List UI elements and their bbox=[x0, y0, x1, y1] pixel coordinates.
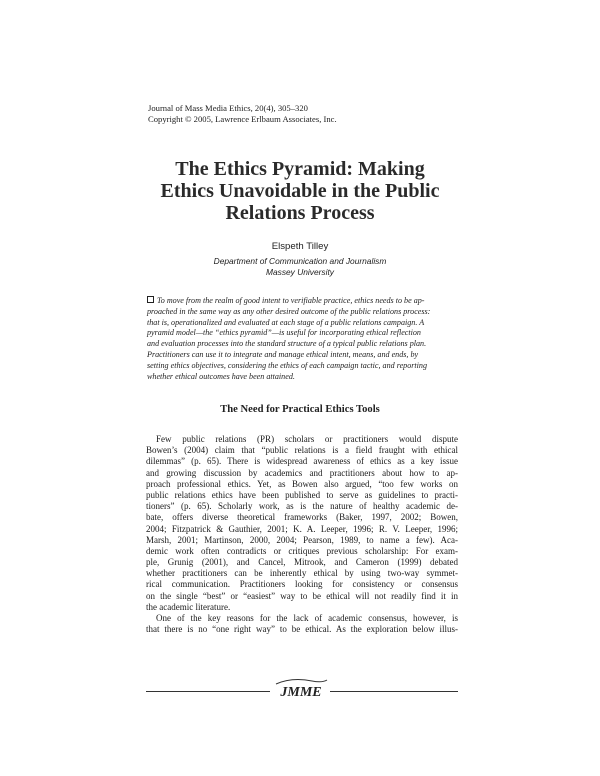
university: Massey University bbox=[266, 266, 334, 277]
author-affiliation bbox=[150, 256, 450, 277]
journal-citation: Journal of Mass Media Ethics, 20(4), 305–320 bbox=[148, 103, 308, 113]
body-line: Marsh, 2001; Martinson, 2000, 2004; Pearson, 1989, to name a few). Aca- bbox=[146, 534, 458, 545]
abstract-line: To move from the realm of good intent to verifiable practice, ethics needs to be ap- bbox=[147, 296, 457, 307]
footer-rule bbox=[330, 691, 458, 692]
footer-rule bbox=[146, 691, 270, 692]
article-title-line: The Ethics Pyramid: Making bbox=[175, 158, 425, 180]
body-line: whether practitioners can be inherently ethical by using two-way symmet- bbox=[146, 568, 458, 579]
abstract-line: Practitioners can use it to integrate and manage ethical intent, means, and ends, by bbox=[147, 349, 419, 359]
article-title-line: Ethics Unavoidable in the Public bbox=[160, 180, 440, 202]
body-line: that there is no “one right way” to be ethical. As the exploration below illus- bbox=[146, 624, 458, 635]
abstract-line: proached in the same way as any other desired outcome of the public relations process: bbox=[147, 306, 431, 316]
abstract-line: setting ethics objectives, considering the ethics of each campaign tactic, and reporting bbox=[147, 360, 427, 370]
body-line: and growing discussion by academics and practitioners about how to ap- bbox=[146, 467, 458, 478]
body-line: proach professional ethics. Yet, as Bowen also argued, “too few works on bbox=[146, 478, 458, 489]
section-heading: The Need for Practical Ethics Tools bbox=[220, 404, 380, 415]
checkbox-square-icon bbox=[147, 296, 154, 303]
copyright-notice: Copyright © 2005, Lawrence Erlbaum Associates, Inc. bbox=[148, 113, 337, 124]
logo-text: JMME bbox=[280, 685, 322, 700]
journal-citation-block bbox=[148, 103, 448, 124]
body-line: rical communication. Practitioners looking for consistency or consensus bbox=[146, 579, 458, 590]
abstract-line: whether ethical outcomes have been attained. bbox=[147, 371, 295, 381]
body-line: bate, offers diverse theoretical frameworks (Baker, 1997, 2002; Bowen, bbox=[146, 512, 458, 523]
department: Department of Communication and Journalism bbox=[213, 256, 387, 266]
abstract-line: pyramid model—the “ethics pyramid”—is useful for incorporating ethical reflection bbox=[147, 328, 421, 338]
body-line: Bowen’s (2004) claim that “public relations is a field fraught with ethical bbox=[146, 445, 458, 456]
body-line: 2004; Fitzpatrick & Gauthier, 2001; K. A. Leeper, 1996; R. V. Leeper, 1996; bbox=[146, 523, 458, 534]
jmme-logo bbox=[272, 676, 330, 700]
article-title bbox=[120, 158, 480, 224]
article-title-line: Relations Process bbox=[225, 202, 375, 224]
body-line: ple, Grunig (2001), and Cancel, Mitrook, and Cameron (1999) debated bbox=[146, 557, 458, 568]
body-line: dilemmas” (p. 65). There is widespread awareness of ethics as a key issue bbox=[146, 456, 458, 467]
body-line: demic work often contradicts or critiques previous scholarship: For exam- bbox=[146, 545, 458, 556]
abstract bbox=[147, 296, 457, 382]
abstract-line: that is, operationalized and evaluated at each stage of a public relations campaign. A bbox=[147, 317, 425, 327]
body-line: the academic literature. bbox=[146, 601, 231, 612]
body-line: on the single “best” or “easiest” way to be ethical will not readily find it in bbox=[146, 590, 458, 601]
author-name: Elspeth Tilley bbox=[271, 241, 329, 252]
body-line: public relations ethics have been published to serve as guidelines to practi- bbox=[146, 489, 458, 500]
logo-swoosh-icon bbox=[276, 680, 327, 684]
body-line: tioners” (p. 65). Scholarly work, as is the nature of healthy academic de- bbox=[146, 501, 458, 512]
body-line: Few public relations (PR) scholars or practitioners would dispute bbox=[156, 434, 458, 444]
body-line: One of the key reasons for the lack of academic consensus, however, is bbox=[156, 613, 458, 623]
abstract-line: and evaluation processes into the standard structure of a typical public relations plan. bbox=[147, 339, 427, 349]
body-text bbox=[146, 434, 458, 635]
